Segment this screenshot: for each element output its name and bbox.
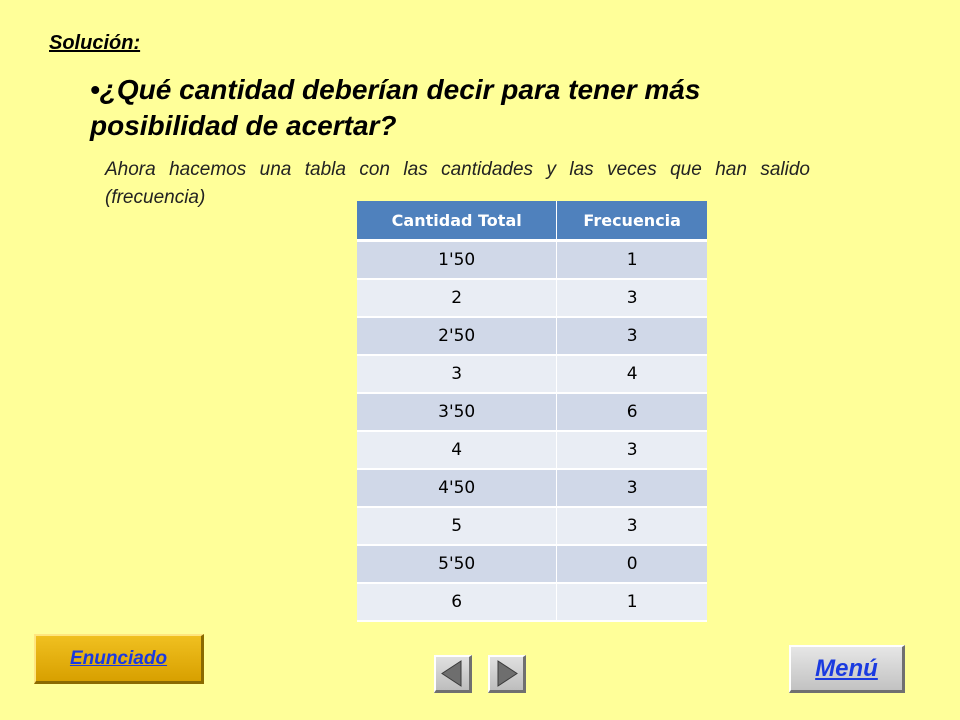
cell-frecuencia: 6: [557, 393, 707, 431]
cell-cantidad: 5'50: [357, 545, 557, 583]
table-row: [357, 545, 707, 583]
cell-frecuencia: 1: [557, 241, 707, 280]
cell-cantidad: 3: [357, 355, 557, 393]
triangle-right-icon: [490, 657, 523, 690]
cell-cantidad: 3'50: [357, 393, 557, 431]
enunciado-button[interactable]: Enunciado: [34, 634, 204, 684]
table-row: [357, 355, 707, 393]
table-row: [357, 583, 707, 621]
column-header-cantidad: Cantidad Total: [357, 201, 557, 241]
column-header-frecuencia: Frecuencia: [557, 201, 707, 241]
cell-frecuencia: 3: [557, 507, 707, 545]
cell-frecuencia: 0: [557, 545, 707, 583]
solution-heading: Solución:: [49, 32, 141, 54]
table-row: [357, 279, 707, 317]
cell-frecuencia: 3: [557, 469, 707, 507]
table-row: [357, 469, 707, 507]
table-row: [357, 241, 707, 280]
explanation-text: Ahora hacemos una tabla con las cantidades y las veces que han salido (frecuencia): [105, 159, 810, 208]
table-row: [357, 507, 707, 545]
cell-frecuencia: 1: [557, 583, 707, 621]
cell-frecuencia: 4: [557, 355, 707, 393]
frequency-table: [357, 201, 707, 622]
cell-cantidad: 2'50: [357, 317, 557, 355]
cell-frecuencia: 3: [557, 431, 707, 469]
question-text: •¿Qué cantidad deberían decir para tener más posibilidad de acertar?: [90, 74, 701, 141]
previous-slide-button[interactable]: [434, 655, 472, 693]
table-row: [357, 431, 707, 469]
cell-cantidad: 6: [357, 583, 557, 621]
cell-frecuencia: 3: [557, 317, 707, 355]
cell-cantidad: 2: [357, 279, 557, 317]
menu-button[interactable]: Menú: [789, 645, 905, 693]
cell-cantidad: 5: [357, 507, 557, 545]
cell-cantidad: 4'50: [357, 469, 557, 507]
table-row: [357, 393, 707, 431]
triangle-left-icon: [436, 657, 469, 690]
cell-frecuencia: 3: [557, 279, 707, 317]
cell-cantidad: 1'50: [357, 241, 557, 280]
table-header-row: [357, 201, 707, 241]
next-slide-button[interactable]: [488, 655, 526, 693]
table-row: [357, 317, 707, 355]
cell-cantidad: 4: [357, 431, 557, 469]
